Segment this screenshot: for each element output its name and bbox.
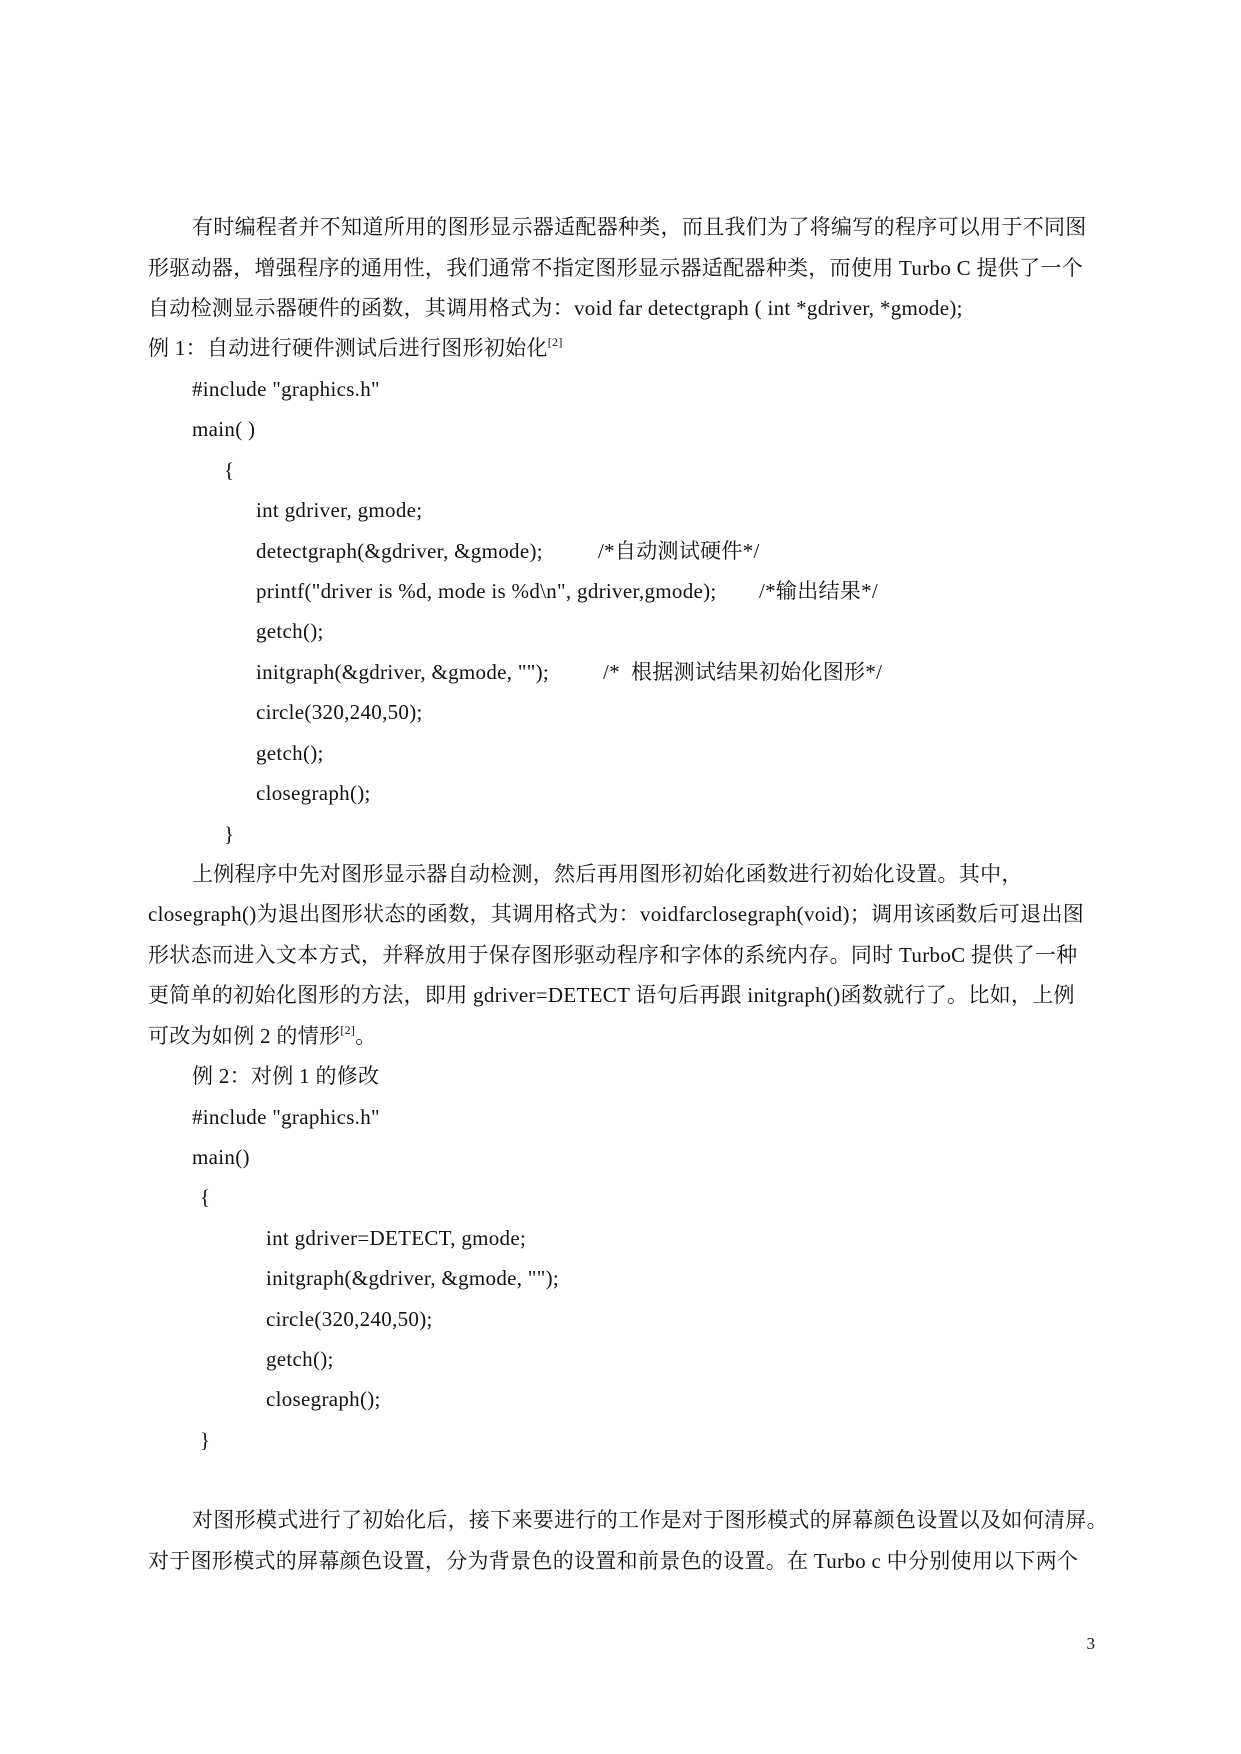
citation-ref: [2] — [340, 1023, 356, 1037]
code-line: #include "graphics.h" — [192, 1105, 380, 1129]
code-comment: /*输出结果*/ — [759, 579, 879, 603]
code-line: int gdriver, gmode; — [256, 498, 423, 522]
citation-ref: [2] — [547, 335, 563, 349]
code-line: printf("driver is %d, mode is %d\n", gdriver,gmode); — [256, 579, 717, 603]
code-line: closegraph(); — [256, 781, 371, 805]
code-line: closegraph(); — [266, 1387, 381, 1411]
code-line: } — [200, 1428, 211, 1452]
code-line: } — [224, 822, 235, 846]
code-line: main() — [192, 1145, 250, 1169]
code-line: circle(320,240,50); — [256, 700, 423, 724]
code-line: #include "graphics.h" — [192, 377, 380, 401]
paragraph-2-line-2: closegraph()为退出图形状态的函数，其调用格式为：voidfarclosegraph(void)；调用该函数后可退出图 — [148, 902, 1085, 926]
paragraph-1-line-3: 自动检测显示器硬件的函数，其调用格式为：void far detectgraph ( int *gdriver, *gmode); — [148, 296, 963, 320]
code-line: circle(320,240,50); — [266, 1307, 433, 1331]
paragraph-2-line-3: 形状态而进入文本方式，并释放用于保存图形驱动程序和字体的系统内存。同时 TurboC 提供了一种 — [148, 943, 1078, 967]
paragraph-2-line-5-text: 可改为如例 2 的情形 — [148, 1024, 341, 1048]
paragraph-3-line-2: 对于图形模式的屏幕颜色设置，分为背景色的设置和前景色的设置。在 Turbo c 中分别使用以下两个 — [148, 1549, 1079, 1573]
paragraph-3-line-1: 对图形模式进行了初始化后，接下来要进行的工作是对于图形模式的屏幕颜色设置以及如何清屏。 — [192, 1508, 1108, 1532]
code-line: initgraph(&gdriver, &gmode, ""); — [266, 1266, 560, 1290]
code-line: { — [224, 458, 235, 482]
code-line: { — [200, 1185, 211, 1209]
example-1-title-text: 例 1：自动进行硬件测试后进行图形初始化 — [148, 336, 548, 360]
code-comment: /* 根据测试结果初始化图形*/ — [603, 660, 883, 684]
code-line: getch(); — [256, 741, 324, 765]
page-number: 3 — [1086, 1634, 1095, 1653]
code-comment: /*自动测试硬件*/ — [598, 539, 760, 563]
code-line: int gdriver=DETECT, gmode; — [266, 1226, 527, 1250]
paragraph-2-line-5-end: 。 — [355, 1024, 377, 1048]
paragraph-1-line-2: 形驱动器，增强程序的通用性，我们通常不指定图形显示器适配器种类，而使用 Turbo C 提供了一个 — [148, 256, 1084, 280]
paragraph-2-line-5 — [148, 1022, 377, 1050]
paragraph-2-line-4: 更简单的初始化图形的方法，即用 gdriver=DETECT 语句后再跟 initgraph()函数就行了。比如，上例 — [148, 983, 1075, 1007]
code-line: getch(); — [256, 619, 324, 643]
paragraph-1-line-1: 有时编程者并不知道所用的图形显示器适配器种类，而且我们为了将编写的程序可以用于不同图 — [192, 215, 1087, 239]
code-line: getch(); — [266, 1347, 334, 1371]
paragraph-2-line-1: 上例程序中先对图形显示器自动检测，然后再用图形初始化函数进行初始化设置。其中， — [192, 862, 1023, 886]
example-2-title: 例 2：对例 1 的修改 — [192, 1064, 380, 1088]
code-line: main( ) — [192, 417, 256, 441]
code-line: initgraph(&gdriver, &gmode, ""); — [256, 660, 550, 684]
code-line: detectgraph(&gdriver, &gmode); — [256, 539, 543, 563]
example-1-title — [148, 334, 563, 362]
